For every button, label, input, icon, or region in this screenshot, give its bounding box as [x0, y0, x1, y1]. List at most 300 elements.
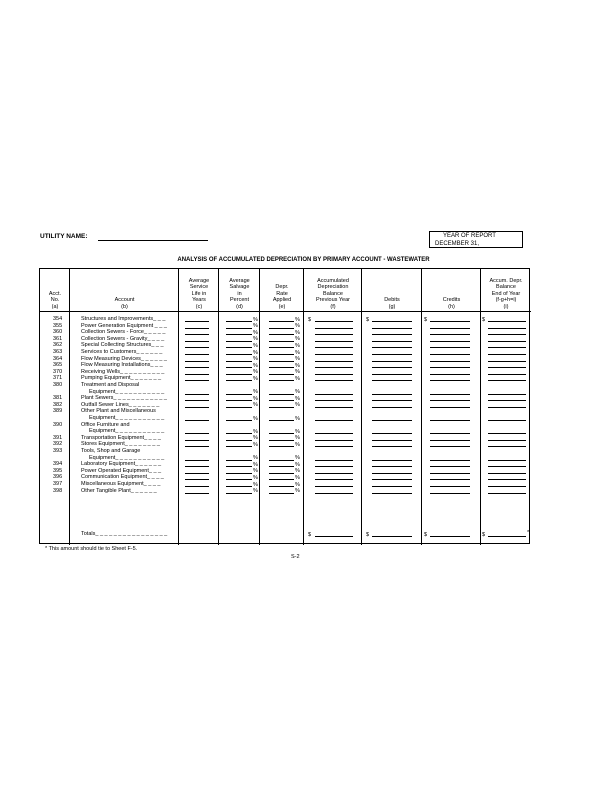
service-life-field[interactable]	[185, 347, 209, 348]
percent-sign: %	[295, 488, 300, 495]
balance-previous-year-field[interactable]	[315, 334, 353, 335]
debits-field[interactable]	[372, 493, 412, 494]
debits-field[interactable]	[372, 341, 412, 342]
percent-sign: %	[295, 455, 300, 462]
balance-previous-year-field[interactable]	[315, 466, 353, 467]
balance-previous-year-field[interactable]	[315, 420, 353, 421]
column-header-line: Years	[192, 297, 206, 304]
percent-sign: %	[295, 349, 300, 356]
column-header	[179, 269, 219, 310]
end-of-year-balance-field[interactable]	[488, 354, 526, 355]
account-name: Special Collecting Structures_ _ _	[81, 342, 164, 349]
percent-sign: %	[295, 402, 300, 409]
credits-field[interactable]	[430, 400, 470, 401]
column-header-line: Rate	[276, 290, 288, 297]
depr-rate-field[interactable]	[269, 479, 294, 480]
account-name: Equipment_ _ _ _ _ _ _ _ _ _ _	[89, 454, 165, 461]
dollar-sign: $	[366, 531, 370, 538]
credits-field[interactable]	[430, 354, 470, 355]
credits-field[interactable]	[430, 433, 470, 434]
dollar-sign: $	[482, 316, 486, 323]
column-header-line: Depreciation	[317, 284, 349, 291]
account-name: Equipment_ _ _ _ _ _ _ _ _ _ _	[89, 388, 165, 395]
percent-sign: %	[295, 356, 300, 363]
service-life-field[interactable]	[185, 440, 209, 441]
salvage-percent-field[interactable]	[226, 473, 252, 474]
balance-previous-year-field[interactable]	[315, 446, 353, 447]
depr-rate-field[interactable]	[269, 380, 294, 381]
debits-field[interactable]	[372, 473, 412, 474]
end-of-year-balance-field[interactable]	[488, 374, 526, 375]
page-title: ANALYSIS OF ACCUMULATED DEPRECIATION BY PRIMARY ACCOUNT - WASTEWATER	[177, 257, 430, 263]
dollar-sign: $	[308, 531, 312, 538]
account-name: Flow Measuring Devices_ _ _ _ _ _	[81, 355, 167, 362]
depr-rate-field[interactable]	[269, 473, 294, 474]
balance-previous-year-field[interactable]	[315, 380, 353, 381]
depr-rate-field[interactable]	[269, 394, 294, 395]
account-name: Tools, Shop and Garage	[81, 448, 141, 454]
balance-previous-year-field[interactable]	[315, 394, 353, 395]
column-header-line: in	[237, 290, 242, 297]
salvage-percent-field[interactable]	[226, 328, 252, 329]
credits-field[interactable]	[430, 473, 470, 474]
service-life-field[interactable]	[185, 341, 209, 342]
end-of-year-balance-field[interactable]	[488, 446, 526, 447]
account-number: 354	[53, 316, 63, 322]
service-life-field[interactable]	[185, 407, 209, 408]
end-of-year-balance-field[interactable]	[488, 407, 526, 408]
percent-sign: %	[253, 336, 258, 343]
percent-sign: %	[253, 455, 258, 462]
depr-rate-field[interactable]	[269, 420, 294, 421]
credits-field[interactable]	[430, 367, 470, 368]
percent-sign: %	[295, 441, 300, 448]
account-number: 393	[53, 448, 63, 454]
depr-rate-field[interactable]	[269, 347, 294, 348]
depr-rate-field[interactable]	[269, 341, 294, 342]
service-life-field[interactable]	[185, 486, 209, 487]
salvage-percent-field[interactable]	[226, 479, 252, 480]
account-name: Outfall Sewer Lines_ _ _ _ _ _ _	[81, 401, 160, 408]
credits-field[interactable]	[430, 361, 470, 362]
column-header-line: (g)	[388, 303, 396, 310]
percent-sign: %	[295, 369, 300, 376]
account-number: 355	[53, 322, 63, 329]
column-header-line: Balance	[496, 284, 516, 291]
debits-field[interactable]	[372, 433, 412, 434]
end-of-year-balance-field[interactable]	[488, 473, 526, 474]
depr-rate-field[interactable]	[269, 321, 294, 322]
end-of-year-balance-field[interactable]	[488, 361, 526, 362]
salvage-percent-field[interactable]	[226, 460, 252, 461]
salvage-percent-field[interactable]	[226, 367, 252, 368]
debits-field[interactable]	[372, 479, 412, 480]
column-header-line: Accumulated	[317, 277, 349, 284]
salvage-percent-field[interactable]	[226, 394, 252, 395]
debits-field[interactable]	[372, 466, 412, 467]
balance-previous-year-field[interactable]	[315, 473, 353, 474]
debits-field[interactable]	[372, 361, 412, 362]
account-name: Power Generation Equipment _ _ _	[81, 322, 167, 329]
service-life-field[interactable]	[185, 334, 209, 335]
column-header	[40, 269, 70, 310]
account-number: 398	[53, 487, 63, 494]
depr-rate-field[interactable]	[269, 466, 294, 467]
column-header	[260, 269, 304, 310]
account-name: Communication Equipment_ _ _ _	[81, 474, 164, 481]
column-header-line: (h)	[448, 303, 455, 310]
dollar-sign: $	[424, 316, 428, 323]
credits-field[interactable]	[430, 328, 470, 329]
depr-rate-field[interactable]	[269, 433, 294, 434]
total-balance-previous-year[interactable]	[315, 536, 353, 537]
debits-field[interactable]	[372, 460, 412, 461]
credits-field[interactable]	[430, 466, 470, 467]
depr-rate-field[interactable]	[269, 367, 294, 368]
balance-previous-year-field[interactable]	[315, 374, 353, 375]
debits-field[interactable]	[372, 400, 412, 401]
debits-field[interactable]	[372, 367, 412, 368]
column-header-line: (i)	[503, 303, 509, 310]
end-of-year-balance-field[interactable]	[488, 328, 526, 329]
depr-rate-field[interactable]	[269, 493, 294, 494]
credits-field[interactable]	[430, 321, 470, 322]
credits-field[interactable]	[430, 374, 470, 375]
end-of-year-balance-field[interactable]	[488, 433, 526, 434]
column-header-line: Percent	[230, 297, 249, 304]
balance-previous-year-field[interactable]	[315, 486, 353, 487]
credits-field[interactable]	[430, 420, 470, 421]
depr-rate-field[interactable]	[269, 446, 294, 447]
column-header-line: Applied	[272, 297, 292, 304]
percent-sign: %	[253, 389, 258, 396]
end-of-year-balance-field[interactable]	[488, 347, 526, 348]
salvage-percent-field[interactable]	[226, 486, 252, 487]
debits-field[interactable]	[372, 486, 412, 487]
salvage-percent-field[interactable]	[226, 466, 252, 467]
asterisk-marker: *	[527, 530, 530, 536]
column-header-line: Previous Year	[316, 297, 350, 304]
account-name: Receiving Wells_ _ _ _ _ _ _ _ _ _	[81, 368, 165, 375]
account-number: 395	[53, 467, 63, 474]
end-of-year-balance-field[interactable]	[488, 400, 526, 401]
credits-field[interactable]	[430, 380, 470, 381]
header-divider	[40, 311, 531, 312]
percent-sign: %	[295, 316, 300, 323]
credits-field[interactable]	[430, 440, 470, 441]
column-header	[422, 269, 481, 310]
account-name: Equipment_ _ _ _ _ _ _ _ _ _ _	[89, 415, 165, 421]
account-name: Plant Sewers_ _ _ _ _ _ _ _ _ _ _ _	[81, 395, 167, 402]
balance-previous-year-field[interactable]	[315, 367, 353, 368]
account-number: 363	[53, 349, 63, 355]
utility-name-label: UTILITY NAME:	[40, 233, 88, 240]
salvage-percent-field[interactable]	[226, 440, 252, 441]
salvage-percent-field[interactable]	[226, 400, 252, 401]
end-of-year-balance-field[interactable]	[488, 367, 526, 368]
total-debits[interactable]	[372, 536, 412, 537]
service-life-field[interactable]	[185, 380, 209, 381]
debits-field[interactable]	[372, 446, 412, 447]
debits-field[interactable]	[372, 347, 412, 348]
balance-previous-year-field[interactable]	[315, 493, 353, 494]
balance-previous-year-field[interactable]	[315, 479, 353, 480]
account-name: Other Plant and Miscellaneous	[81, 408, 156, 415]
balance-previous-year-field[interactable]	[315, 328, 353, 329]
percent-sign: %	[253, 369, 258, 376]
end-of-year-balance-field[interactable]	[488, 334, 526, 335]
end-of-year-balance-field[interactable]	[488, 486, 526, 487]
end-of-year-balance-field[interactable]	[488, 466, 526, 467]
depreciation-table	[39, 268, 530, 544]
service-life-field[interactable]	[185, 433, 209, 434]
column-header-line: Account	[114, 297, 135, 304]
account-number: 370	[53, 368, 63, 375]
debits-field[interactable]	[372, 420, 412, 421]
credits-field[interactable]	[430, 334, 470, 335]
percent-sign: %	[253, 395, 258, 402]
account-name: Collection Sewers - Gravity_ _ _ _	[81, 335, 165, 342]
debits-field[interactable]	[372, 407, 412, 408]
service-life-field[interactable]	[185, 367, 209, 368]
account-number: 396	[53, 474, 63, 481]
account-name: Services to Customers_ _ _ _ _ _	[81, 349, 163, 355]
percent-sign: %	[253, 323, 258, 330]
credits-field[interactable]	[430, 486, 470, 487]
end-of-year-balance-field[interactable]	[488, 321, 526, 322]
balance-previous-year-field[interactable]	[315, 361, 353, 362]
percent-sign: %	[295, 389, 300, 396]
service-life-field[interactable]	[185, 374, 209, 375]
service-life-field[interactable]	[185, 328, 209, 329]
salvage-percent-field[interactable]	[226, 341, 252, 342]
end-of-year-balance-field[interactable]	[488, 460, 526, 461]
percent-sign: %	[253, 488, 258, 495]
debits-field[interactable]	[372, 328, 412, 329]
credits-field[interactable]	[430, 446, 470, 447]
percent-sign: %	[295, 468, 300, 475]
credits-field[interactable]	[430, 394, 470, 395]
percent-sign: %	[295, 428, 300, 435]
salvage-percent-field[interactable]	[226, 354, 252, 355]
account-number: 365	[53, 362, 63, 369]
column-header-line: (a)	[51, 303, 59, 310]
salvage-percent-field[interactable]	[226, 374, 252, 375]
service-life-field[interactable]	[185, 466, 209, 467]
end-of-year-balance-field[interactable]	[488, 380, 526, 381]
column-header-line: Accum. Depr.	[489, 277, 523, 284]
account-name: Equipment_ _ _ _ _ _ _ _ _ _ _	[89, 428, 165, 435]
account-number: 380	[53, 382, 63, 388]
account-name: Laboratory Equipment_ _ _ _ _ _	[81, 461, 162, 468]
dollar-sign: $	[482, 531, 486, 538]
column-header-line: Debits	[384, 297, 400, 304]
account-number: 361	[53, 335, 63, 342]
percent-sign: %	[295, 375, 300, 382]
year-of-report-box	[429, 231, 523, 248]
service-life-field[interactable]	[185, 479, 209, 480]
credits-field[interactable]	[430, 347, 470, 348]
column-header-line: (f-g+h=i)	[495, 297, 517, 304]
end-of-year-balance-field[interactable]	[488, 440, 526, 441]
end-of-year-balance-field[interactable]	[488, 479, 526, 480]
depr-rate-field[interactable]	[269, 486, 294, 487]
account-number: 382	[53, 401, 63, 408]
balance-previous-year-field[interactable]	[315, 354, 353, 355]
column-header-line: (e)	[278, 303, 286, 310]
credits-field[interactable]	[430, 479, 470, 480]
depr-rate-field[interactable]	[269, 334, 294, 335]
percent-sign: %	[253, 481, 258, 488]
depr-rate-field[interactable]	[269, 361, 294, 362]
account-name: Transportation Equipment_ _ _ _	[81, 434, 161, 441]
percent-sign: %	[253, 402, 258, 409]
column-header	[70, 269, 179, 310]
percent-sign: %	[253, 356, 258, 363]
column-header-line: (b)	[121, 303, 128, 310]
end-of-year-balance-field[interactable]	[488, 341, 526, 342]
balance-previous-year-field[interactable]	[315, 400, 353, 401]
depr-rate-field[interactable]	[269, 328, 294, 329]
column-header	[481, 269, 531, 310]
column-header-line: Salvage	[229, 284, 250, 291]
utility-name-field[interactable]	[98, 232, 208, 241]
account-name: Pumping Equipment_ _ _ _ _ _ _	[81, 375, 162, 382]
service-life-field[interactable]	[185, 321, 209, 322]
account-number: 392	[53, 441, 63, 448]
end-of-year-balance-field[interactable]	[488, 493, 526, 494]
column-header-line: (d)	[236, 303, 243, 310]
dollar-sign: $	[424, 531, 428, 538]
column-header-line: Service	[189, 284, 209, 291]
service-life-field[interactable]	[185, 460, 209, 461]
account-number: 394	[53, 461, 63, 468]
balance-previous-year-field[interactable]	[315, 460, 353, 461]
depr-rate-field[interactable]	[269, 440, 294, 441]
dollar-sign: $	[308, 316, 312, 323]
account-number: 397	[53, 481, 63, 487]
salvage-percent-field[interactable]	[226, 407, 252, 408]
depr-rate-field[interactable]	[269, 374, 294, 375]
total-end-of-year-balance[interactable]	[488, 536, 526, 537]
service-life-field[interactable]	[185, 361, 209, 362]
credits-field[interactable]	[430, 407, 470, 408]
column-header-line: End of Year	[491, 290, 521, 297]
end-of-year-balance-field[interactable]	[488, 394, 526, 395]
column-header-line: No.	[50, 297, 60, 304]
percent-sign: %	[253, 316, 258, 323]
percent-sign: %	[295, 323, 300, 330]
balance-previous-year-field[interactable]	[315, 321, 353, 322]
salvage-percent-field[interactable]	[226, 380, 252, 381]
account-name: Collection Sewers - Force_ _ _ _ _	[81, 329, 166, 336]
debits-field[interactable]	[372, 440, 412, 441]
percent-sign: %	[295, 415, 300, 422]
depr-rate-field[interactable]	[269, 407, 294, 408]
debits-field[interactable]	[372, 354, 412, 355]
service-life-field[interactable]	[185, 400, 209, 401]
balance-previous-year-field[interactable]	[315, 341, 353, 342]
column-header	[304, 269, 362, 310]
end-of-year-balance-field[interactable]	[488, 420, 526, 421]
depr-rate-field[interactable]	[269, 460, 294, 461]
total-credits[interactable]	[430, 536, 470, 537]
credits-field[interactable]	[430, 460, 470, 461]
service-life-field[interactable]	[185, 446, 209, 447]
salvage-percent-field[interactable]	[226, 446, 252, 447]
percent-sign: %	[295, 329, 300, 336]
debits-field[interactable]	[372, 321, 412, 322]
percent-sign: %	[295, 336, 300, 343]
salvage-percent-field[interactable]	[226, 334, 252, 335]
debits-field[interactable]	[372, 380, 412, 381]
percent-sign: %	[253, 342, 258, 349]
debits-field[interactable]	[372, 374, 412, 375]
balance-previous-year-field[interactable]	[315, 440, 353, 441]
account-number: 371	[53, 375, 63, 382]
account-name: Office Furniture and	[81, 421, 130, 428]
column-header-line: (f)	[330, 303, 336, 310]
salvage-percent-field[interactable]	[226, 361, 252, 362]
column-header-line: Credits	[442, 297, 461, 304]
depr-rate-field[interactable]	[269, 400, 294, 401]
service-life-field[interactable]	[185, 420, 209, 421]
account-number: 381	[53, 395, 63, 402]
year-of-report-label: YEAR OF REPORT	[443, 233, 496, 239]
account-number: 390	[53, 421, 63, 428]
account-name: Treatment and Disposal	[81, 382, 140, 388]
percent-sign: %	[253, 474, 258, 481]
column-header-line: (c)	[195, 303, 203, 310]
salvage-percent-field[interactable]	[226, 321, 252, 322]
percent-sign: %	[253, 428, 258, 435]
debits-field[interactable]	[372, 394, 412, 395]
service-life-field[interactable]	[185, 354, 209, 355]
account-name: Power Operated Equipment_ _ _	[81, 467, 162, 474]
percent-sign: %	[295, 461, 300, 468]
footnote: * This amount should tie to Sheet F-5.	[45, 546, 138, 552]
percent-sign: %	[295, 362, 300, 369]
salvage-percent-field[interactable]	[226, 433, 252, 434]
balance-previous-year-field[interactable]	[315, 347, 353, 348]
balance-previous-year-field[interactable]	[315, 407, 353, 408]
balance-previous-year-field[interactable]	[315, 433, 353, 434]
account-number: 360	[53, 329, 63, 336]
service-life-field[interactable]	[185, 394, 209, 395]
year-of-report-value: DECEMBER 31,	[435, 241, 480, 247]
percent-sign: %	[295, 474, 300, 481]
column-header-line: Balance	[323, 290, 343, 297]
depr-rate-field[interactable]	[269, 354, 294, 355]
salvage-percent-field[interactable]	[226, 493, 252, 494]
credits-field[interactable]	[430, 493, 470, 494]
percent-sign: %	[295, 342, 300, 349]
percent-sign: %	[253, 435, 258, 442]
debits-field[interactable]	[372, 334, 412, 335]
column-header	[362, 269, 422, 310]
credits-field[interactable]	[430, 341, 470, 342]
account-number: 389	[53, 408, 63, 415]
percent-sign: %	[253, 415, 258, 422]
page-number: S-2	[291, 554, 300, 560]
salvage-percent-field[interactable]	[226, 347, 252, 348]
column-header-line: Life in	[191, 290, 207, 297]
account-number: 391	[53, 434, 63, 441]
service-life-field[interactable]	[185, 493, 209, 494]
salvage-percent-field[interactable]	[226, 420, 252, 421]
service-life-field[interactable]	[185, 473, 209, 474]
percent-sign: %	[253, 349, 258, 356]
